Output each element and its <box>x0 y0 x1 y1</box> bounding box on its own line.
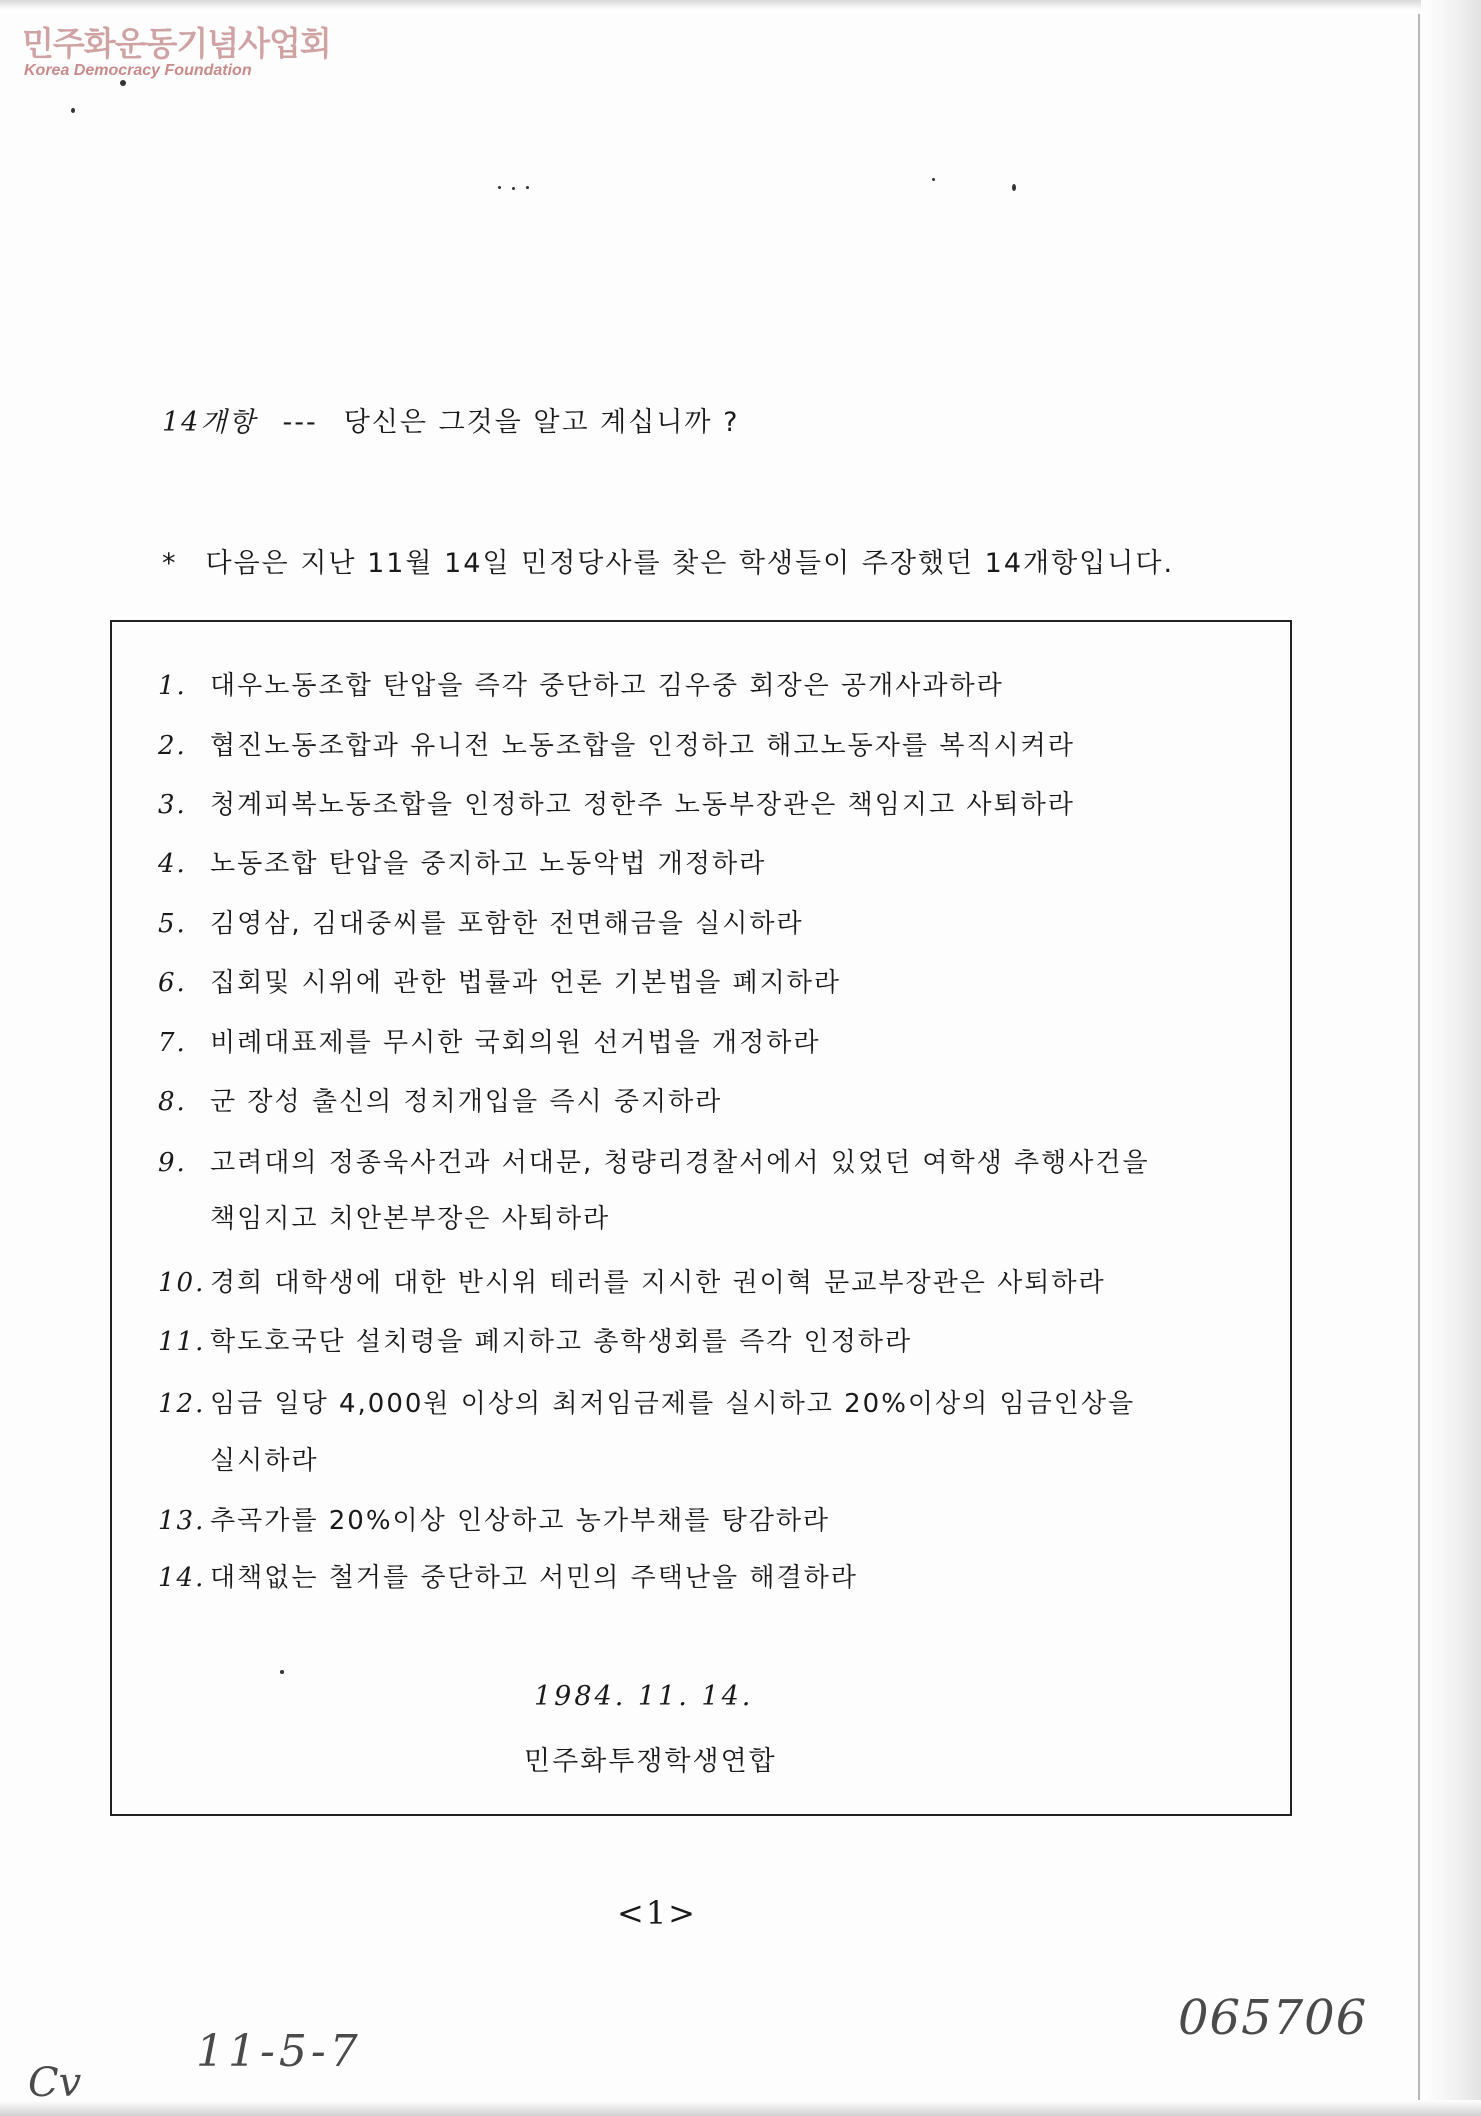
demand-text: 대우노동조합 탄압을 즉각 중단하고 김우중 회장은 공개사과하라 <box>210 671 1004 701</box>
demand-number: 8. <box>158 1087 187 1117</box>
demand-text: 학도호국단 설치령을 폐지하고 총학생회를 즉각 인정하라 <box>210 1327 913 1357</box>
demand-item <box>158 1142 1150 1179</box>
demand-number: 7. <box>158 1028 187 1058</box>
scan-speck <box>526 186 529 189</box>
demand-text: 김영삼, 김대중씨를 포함한 전면해금을 실시하라 <box>210 909 804 939</box>
demand-item <box>158 725 1075 762</box>
demand-item <box>158 1262 1106 1299</box>
demand-number: 2. <box>158 731 187 761</box>
demand-item <box>158 1081 722 1118</box>
scan-speck <box>512 187 515 190</box>
issuing-organization: 민주화투쟁학생연합 <box>524 1746 777 1777</box>
demand-text: 협진노동조합과 유니전 노동조합을 인정하고 해고노동자를 복직시켜라 <box>210 731 1075 761</box>
demand-item <box>158 903 804 940</box>
scan-edge-line <box>1418 14 1420 2104</box>
demand-text: 고려대의 정종욱사건과 서대문, 청량리경찰서에서 있었던 여학생 추행사건을 <box>210 1148 1150 1178</box>
demand-text: 비례대표제를 무시한 국회의원 선거법을 개정하라 <box>210 1028 821 1058</box>
demand-number: 4. <box>158 849 187 879</box>
demand-number: 5. <box>158 909 187 939</box>
demand-item <box>158 1557 858 1594</box>
scan-edge-top <box>0 0 1481 10</box>
title-dash: --- <box>282 407 318 438</box>
demand-text: 노동조합 탄압을 중지하고 노동악법 개정하라 <box>210 849 767 879</box>
note-text: 다음은 지난 11월 14일 민정당사를 찾은 학생들이 주장했던 14개항입니다. <box>205 548 1175 579</box>
demand-number: 11. <box>158 1327 206 1357</box>
scan-speck <box>120 80 126 86</box>
demand-item <box>158 1321 912 1358</box>
scan-edge-bottom <box>0 2100 1481 2116</box>
demand-item <box>158 665 1004 702</box>
demand-number: 9. <box>158 1148 187 1178</box>
demand-number: 13. <box>158 1506 206 1536</box>
demand-item <box>158 962 841 999</box>
document-title <box>162 400 739 439</box>
demand-number: 14. <box>158 1563 206 1593</box>
demand-number: 3. <box>158 790 187 820</box>
demand-number: 1. <box>158 671 187 701</box>
scan-speck <box>498 186 501 189</box>
scan-speck <box>71 108 75 113</box>
demand-text: 대책없는 철거를 중단하고 서민의 주택난을 해결하라 <box>210 1563 858 1593</box>
title-question: 당신은 그것을 알고 계십니까 ? <box>343 407 740 438</box>
handwritten-mark-middle: 11-5-7 <box>196 2026 362 2077</box>
demand-text: 경희 대학생에 대한 반시위 테러를 지시한 권이혁 문교부장관은 사퇴하라 <box>210 1268 1106 1298</box>
demand-item <box>158 843 766 880</box>
note-marker: * <box>162 548 178 579</box>
demand-text: 임금 일당 4,000원 이상의 최저임금제를 실시하고 20%이상의 임금인상을 <box>210 1389 1136 1419</box>
demand-item <box>158 1383 1135 1420</box>
document-date: 1984. 11. 14. <box>534 1681 754 1712</box>
demand-number: 12. <box>158 1389 206 1419</box>
demand-continuation: 책임지고 치안본부장은 사퇴하라 <box>210 1204 611 1234</box>
demand-continuation: 실시하라 <box>210 1446 319 1476</box>
demand-text: 추곡가를 20%이상 인상하고 농가부채를 탕감하라 <box>210 1506 831 1536</box>
scan-speck <box>1012 184 1016 191</box>
demand-text: 청계피복노동조합을 인정하고 정한주 노동부장관은 책임지고 사퇴하라 <box>210 790 1075 820</box>
handwritten-mark-right: 065706 <box>1178 1990 1368 2046</box>
demand-number: 6. <box>158 968 187 998</box>
demand-text: 집회및 시위에 관한 법률과 언론 기본법을 폐지하라 <box>210 968 842 998</box>
title-count: 14개항 <box>162 407 257 438</box>
demand-item <box>158 1022 821 1059</box>
watermark-korean: 민주화운동기념사업회 <box>22 24 331 63</box>
demand-item <box>158 784 1075 821</box>
scan-speck <box>932 178 935 181</box>
page-number: <1> <box>617 1894 697 1932</box>
scan-edge-right <box>1421 0 1481 2116</box>
demand-text: 군 장성 출신의 정치개입을 즉시 중지하라 <box>210 1087 723 1117</box>
demand-item <box>158 1500 830 1537</box>
demand-number: 10. <box>158 1268 206 1298</box>
intro-note <box>162 541 1174 580</box>
handwritten-mark-left: Cv <box>28 2060 82 2106</box>
watermark-english: Korea Democracy Foundation <box>24 62 252 79</box>
